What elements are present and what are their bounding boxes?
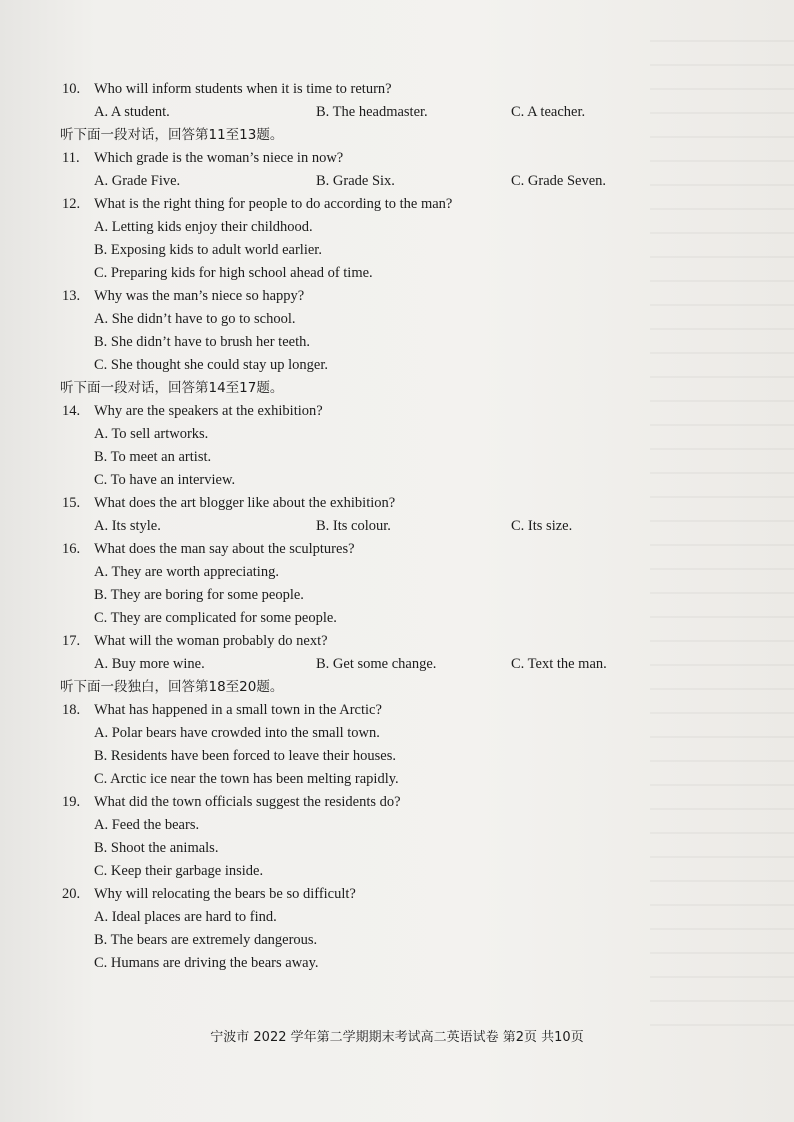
question-text: What does the man say about the sculptures? [94, 541, 355, 557]
question-text: What has happened in a small town in the Arctic? [94, 702, 382, 718]
question-text: What did the town officials suggest the residents do? [94, 794, 401, 810]
question-17: 17. What will the woman probably do next? A. Buy more wine. B. Get some change. C. Text the man. [62, 630, 652, 676]
option-a: A. Buy more wine. [94, 656, 205, 672]
option-b: B. They are boring for some people. [94, 587, 304, 603]
section-instruction: 听下面一段独白，回答第18至20题。 [60, 679, 284, 695]
question-text: What does the art blogger like about the exhibition? [94, 495, 396, 511]
question-text: What is the right thing for people to do according to the man? [94, 196, 453, 212]
question-text: What will the woman probably do next? [94, 633, 328, 649]
question-19: 19. What did the town officials suggest the residents do? A. Feed the bears. B. Shoot the animals. C. Keep their garbage inside. [62, 791, 652, 883]
option-a: A. Its style. [94, 518, 161, 534]
question-text: Who will inform students when it is time to return? [94, 81, 392, 97]
question-list [62, 78, 652, 975]
section-instruction: 听下面一段对话，回答第14至17题。 [60, 380, 284, 396]
bleed-through-shadow [650, 40, 794, 1040]
option-b: B. Its colour. [316, 518, 391, 534]
question-15: 15. What does the art blogger like about the exhibition? A. Its style. B. Its colour. C. Its size. [62, 492, 652, 538]
option-b: B. The bears are extremely dangerous. [94, 932, 318, 948]
question-text: Which grade is the woman’s niece in now? [94, 150, 344, 166]
option-a: A. Ideal places are hard to find. [94, 909, 277, 925]
option-c: C. To have an interview. [94, 472, 236, 488]
option-b: B. The headmaster. [316, 104, 428, 120]
question-14: 14. Why are the speakers at the exhibition? A. To sell artworks. B. To meet an artist. C. To have an interview. [62, 400, 652, 492]
option-b: B. Shoot the animals. [94, 840, 219, 856]
question-20: 20. Why will relocating the bears be so difficult? A. Ideal places are hard to find. B. The bears are extremely dangerous. C. Humans are driving the bears away. [62, 883, 652, 975]
option-a: A. Polar bears have crowded into the small town. [94, 725, 380, 741]
question-11: 11. Which grade is the woman’s niece in now? A. Grade Five. B. Grade Six. C. Grade Seven. [62, 147, 652, 193]
question-13: 13. Why was the man’s niece so happy? A. She didn’t have to go to school. B. She didn’t have to brush her teeth. C. She thought she could stay up longer. [62, 285, 652, 377]
option-c: C. Its size. [511, 518, 573, 534]
option-a: A. She didn’t have to go to school. [94, 311, 296, 327]
option-a: A. A student. [94, 104, 170, 120]
option-c: C. A teacher. [511, 104, 586, 120]
question-10: 10. Who will inform students when it is time to return? A. A student. B. The headmaster. C. A teacher. [62, 78, 652, 124]
option-c: C. They are complicated for some people. [94, 610, 337, 626]
option-a: A. Grade Five. [94, 173, 181, 189]
option-c: C. Keep their garbage inside. [94, 863, 264, 879]
option-a: A. To sell artworks. [94, 426, 209, 442]
question-text: Why was the man’s niece so happy? [94, 288, 305, 304]
question-12: 12. What is the right thing for people to do according to the man? A. Letting kids enjoy their childhood. B. Exposing kids to adult world earlier. C. Preparing kids for high school ahead of time. [62, 193, 652, 285]
option-b: B. Grade Six. [316, 173, 395, 189]
section-instruction: 听下面一段对话，回答第11至13题。 [60, 127, 284, 143]
option-c: C. Text the man. [511, 656, 607, 672]
question-16: 16. What does the man say about the sculptures? A. They are worth appreciating. B. They are boring for some people. C. They are complicated for some people. [62, 538, 652, 630]
option-c: C. Humans are driving the bears away. [94, 955, 319, 971]
question-text: Why will relocating the bears be so difficult? [94, 886, 356, 902]
page-footer: 宁波市 2022 学年第二学期期末考试高二英语试卷 第2页 共10页 [210, 1030, 584, 1045]
option-b: B. Exposing kids to adult world earlier. [94, 242, 322, 258]
option-b: B. Get some change. [316, 656, 437, 672]
option-a: A. Letting kids enjoy their childhood. [94, 219, 313, 235]
option-c: C. Arctic ice near the town has been melting rapidly. [94, 771, 399, 787]
option-c: C. Preparing kids for high school ahead of time. [94, 265, 373, 281]
option-c: C. She thought she could stay up longer. [94, 357, 328, 373]
question-text: Why are the speakers at the exhibition? [94, 403, 323, 419]
option-b: B. She didn’t have to brush her teeth. [94, 334, 310, 350]
question-18: 18. What has happened in a small town in the Arctic? A. Polar bears have crowded into the small town. B. Residents have been forced to leave their houses. C. Arctic ice near the town has been melting rapidly. [62, 699, 652, 791]
option-b: B. Residents have been forced to leave their houses. [94, 748, 396, 764]
option-a: A. They are worth appreciating. [94, 564, 279, 580]
option-c: C. Grade Seven. [511, 173, 607, 189]
option-a: A. Feed the bears. [94, 817, 200, 833]
option-b: B. To meet an artist. [94, 449, 212, 465]
